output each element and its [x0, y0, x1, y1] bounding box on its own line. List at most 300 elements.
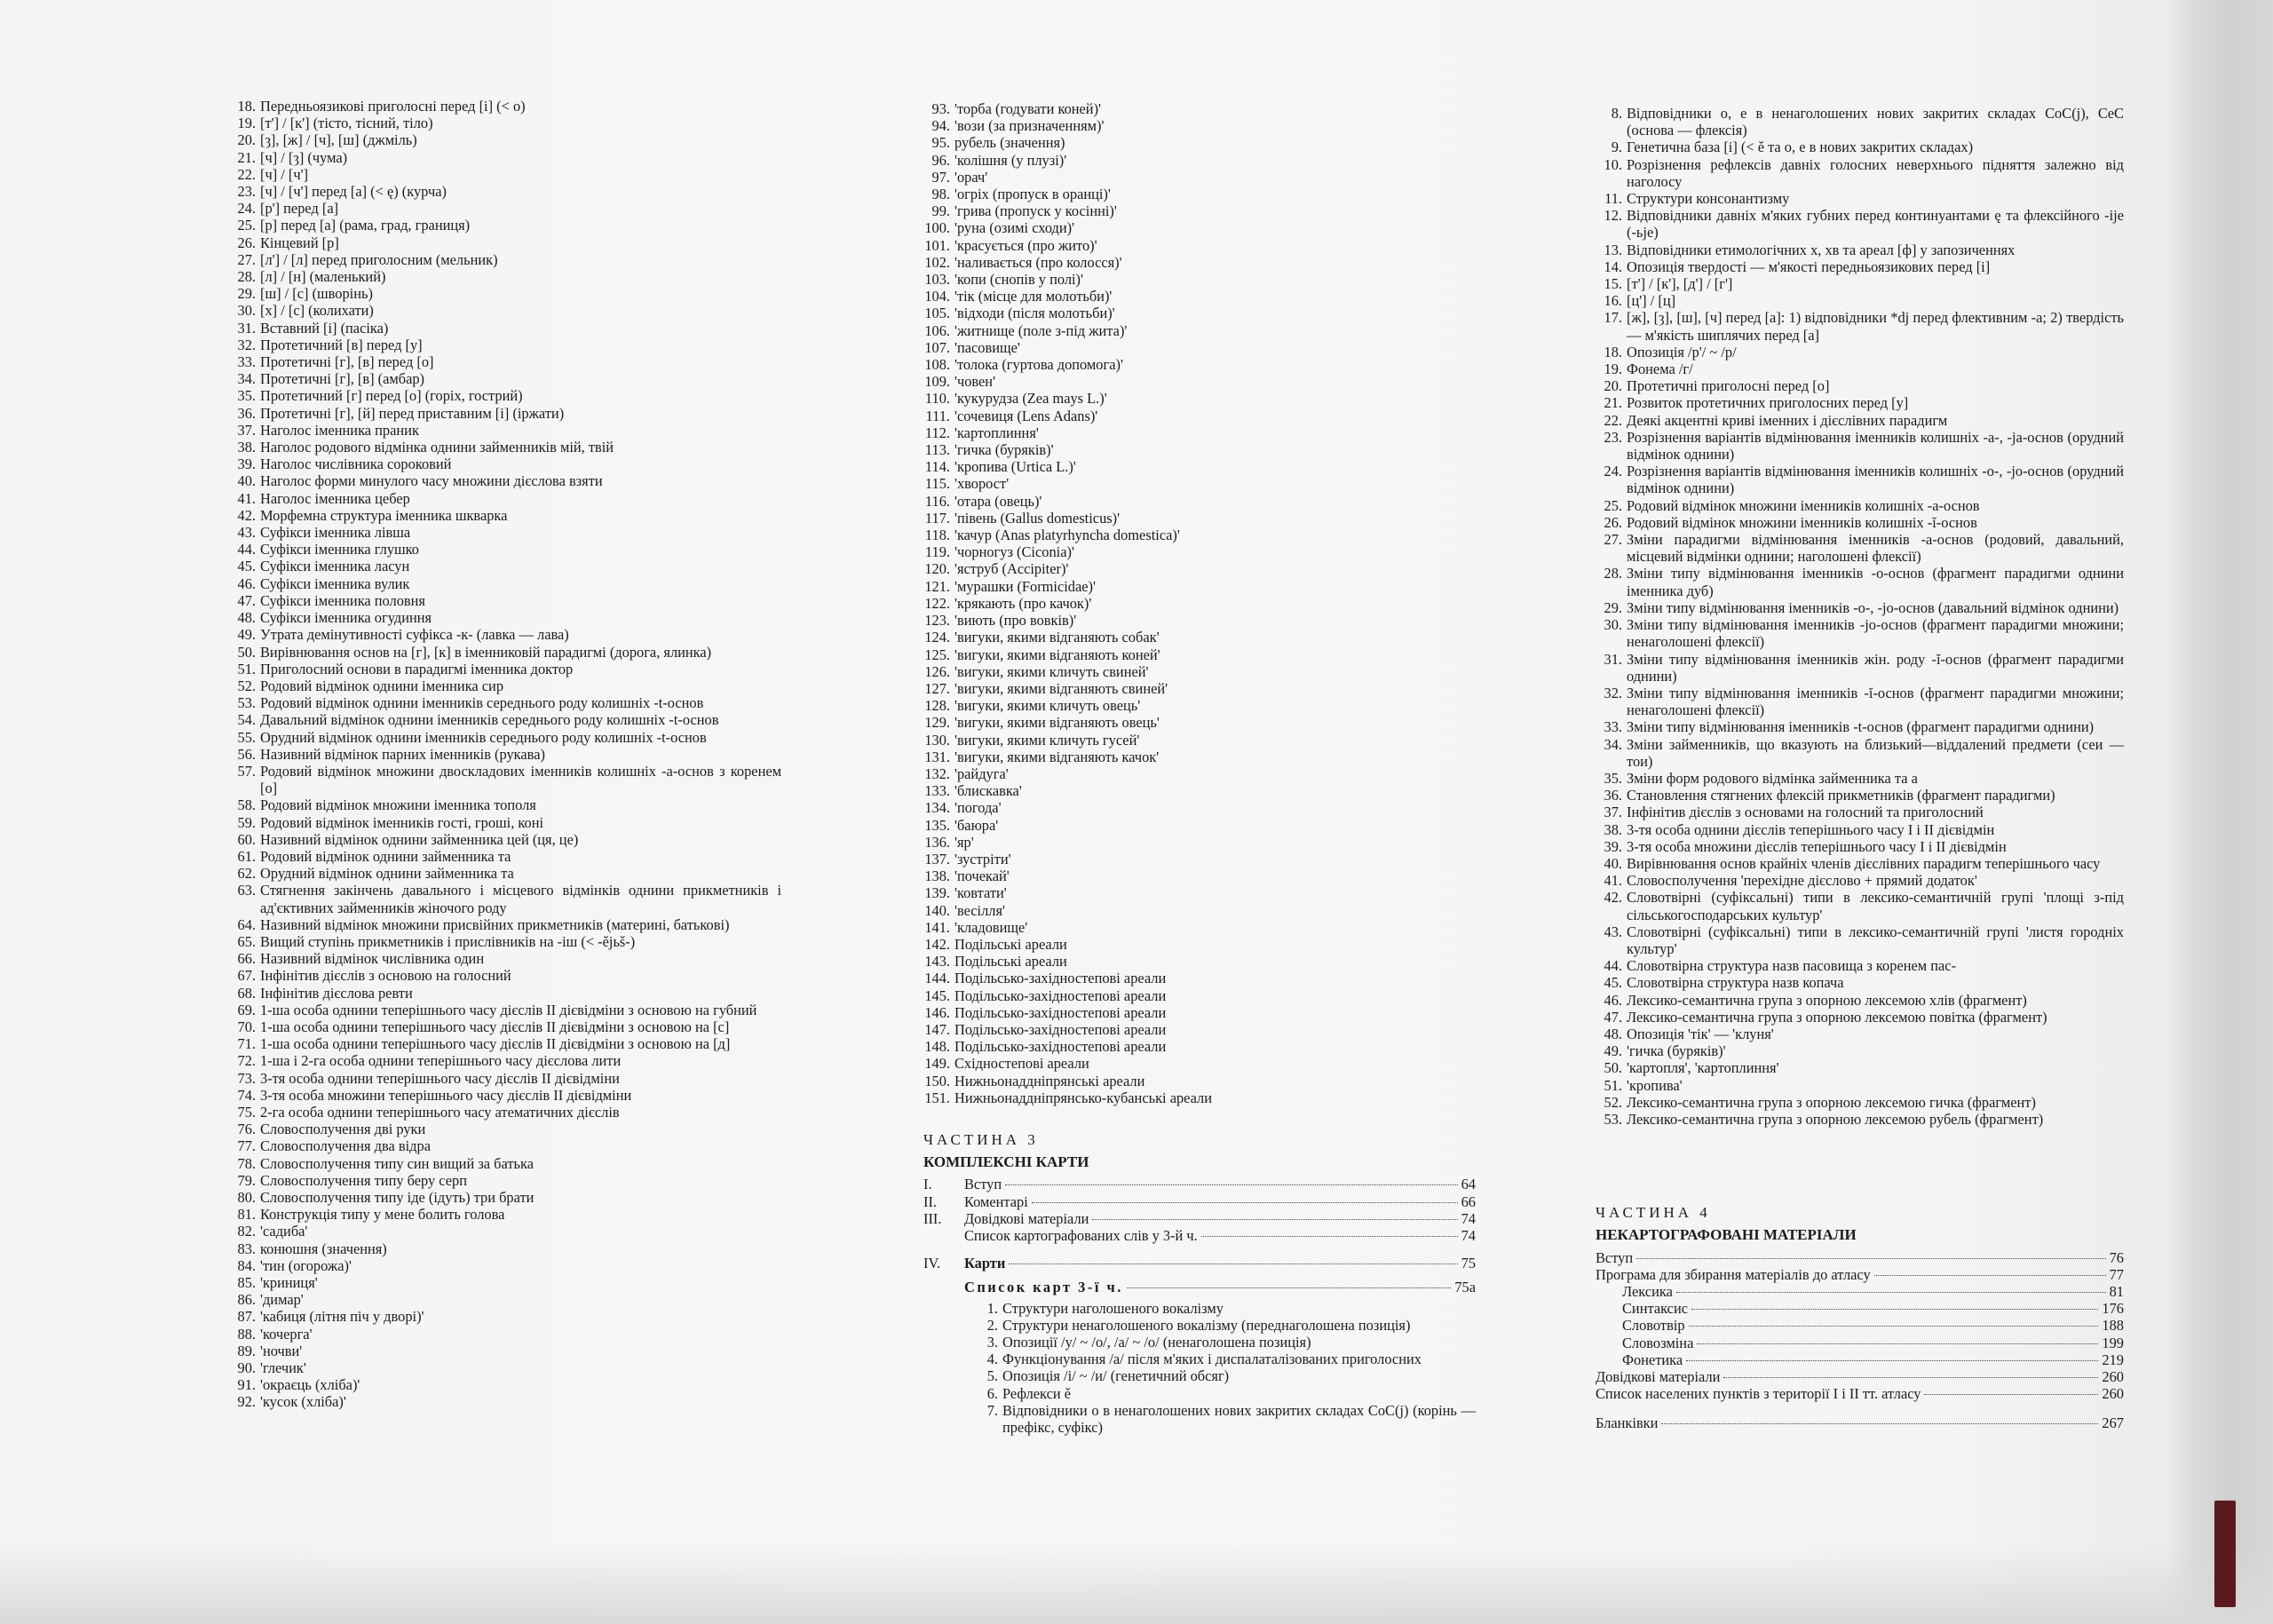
toc-row[interactable] [1622, 1351, 2124, 1368]
list-item [229, 916, 781, 933]
list-item [923, 493, 1476, 510]
item-text: Називний відмінок числівника один [260, 950, 485, 968]
toc-leader [1636, 1258, 2105, 1259]
list-item [923, 732, 1476, 749]
list-item [1596, 923, 2124, 957]
item-number: 121. [924, 577, 950, 595]
list-item [229, 405, 781, 422]
list-item [923, 408, 1476, 424]
list-item [923, 1004, 1476, 1021]
item-number: 34. [1604, 735, 1622, 753]
item-number: 18. [1604, 343, 1622, 360]
list-item [229, 814, 781, 831]
item-text: Родовий відмінок множини іменників колишніх -а-основ [1627, 496, 1980, 514]
item-text: Суфікси іменника ласун [260, 558, 410, 575]
item-text: Словосполучення 'перехідне дієслово + прямий додаток' [1627, 872, 1977, 890]
item-text: 1-ша особа однини теперішнього часу дієслів II дієвідміни з основою на [д] [260, 1035, 731, 1053]
item-text: Вирівнювання основ на [г], [к] в іменниковій парадигмі (дорога, ялинка) [260, 643, 712, 661]
item-text: Родовий відмінок однини іменника сир [260, 677, 504, 694]
column-left [229, 98, 781, 1411]
toc-page: 77 [2109, 1265, 2124, 1283]
item-text: 'чорногуз (Ciconia)' [954, 543, 1074, 561]
item-number: 39. [237, 456, 256, 473]
item-number: 29. [1604, 598, 1622, 616]
list-item [1596, 651, 2124, 685]
item-number: 92. [237, 1393, 256, 1411]
toc-page: 66 [1461, 1192, 1476, 1210]
list-item [923, 749, 1476, 765]
list-item [971, 1334, 1476, 1351]
list-item [229, 149, 781, 166]
item-number: 115. [924, 475, 950, 493]
list-item [923, 578, 1476, 595]
item-number: 25. [237, 217, 256, 234]
item-number: 118. [924, 527, 950, 544]
list-item [229, 234, 781, 251]
item-number: 31. [1604, 650, 1622, 668]
item-number: 132. [924, 764, 950, 782]
toc-row[interactable] [1596, 1385, 2124, 1402]
item-number: 122. [924, 594, 950, 612]
list-item [229, 575, 781, 592]
item-text: 'торба (годувати коней)' [954, 100, 1101, 117]
item-text: Становлення стягнених флексій прикметників (фрагмент парадигми) [1627, 787, 2055, 804]
item-text: 'хворост' [954, 475, 1010, 493]
list-item [1596, 429, 2124, 463]
toc-leader [1127, 1287, 1452, 1288]
item-number: 38. [237, 439, 256, 456]
item-text: 'отара (овець)' [954, 492, 1042, 510]
item-text: 'садиба' [260, 1223, 308, 1240]
item-text: Розрізнення рефлексів давніх голосних неверхнього підняття залежно від наголосу [1627, 155, 2124, 190]
item-text: 'кропива' [1627, 1076, 1683, 1094]
item-number: 98. [931, 186, 950, 203]
item-text: Родовий відмінок множини двоскладових іменників колишніх -а-основ з коренем [о] [260, 762, 781, 797]
list-item [229, 524, 781, 541]
item-text: 'мурашки (Formicidae)' [954, 577, 1096, 595]
item-number: 144. [924, 970, 950, 987]
list-item [923, 543, 1476, 560]
list-item [229, 644, 781, 661]
item-text: Протетичний [в] перед [у] [260, 336, 423, 353]
item-number: 47. [237, 591, 256, 609]
item-number: 35. [1604, 769, 1622, 787]
list-item [923, 527, 1476, 543]
list-item [1596, 1077, 2124, 1094]
item-text: Інфінітив дієслова ревти [260, 984, 413, 1002]
item-number: 67. [237, 967, 256, 985]
item-number: 3. [986, 1334, 998, 1351]
item-number: 19. [1604, 360, 1622, 378]
item-number: 30. [237, 302, 256, 320]
item-number: 142. [924, 935, 950, 953]
list-item [923, 219, 1476, 236]
list-item [923, 237, 1476, 254]
list-item [229, 950, 781, 967]
item-text: Протетичні [г], [й] перед приставним [і] (іржати) [260, 404, 565, 422]
list-item [229, 472, 781, 489]
list-item [1596, 821, 2124, 838]
item-number: 20. [1604, 377, 1622, 395]
list-item [971, 1367, 1476, 1384]
list-item [229, 1376, 781, 1393]
list-item [923, 851, 1476, 867]
item-number: 133. [924, 782, 950, 800]
list-item [1596, 770, 2124, 787]
item-number: 112. [924, 424, 950, 441]
item-number: 54. [237, 711, 256, 729]
item-text: Рефлекси ě [1002, 1384, 1072, 1402]
item-number: 43. [237, 524, 256, 542]
list-item [229, 661, 781, 677]
item-number: 120. [924, 560, 950, 578]
list-item [923, 987, 1476, 1004]
item-text: [ц'] / [ц] [1627, 292, 1676, 310]
item-number: 36. [1604, 787, 1622, 804]
item-number: 53. [237, 694, 256, 712]
list-item [1596, 1042, 2124, 1059]
toc-leader [1691, 1309, 2098, 1310]
toc-page: 260 [2102, 1368, 2124, 1386]
item-number: 96. [931, 151, 950, 169]
item-text: Зміни парадигми відмінювання іменників -а-основ (родовий, давальний, місцевий відмінки однини; наголошені флексії) [1627, 531, 2124, 566]
item-text: 'крякають (про качок)' [954, 594, 1092, 612]
list-item [1596, 855, 2124, 872]
item-text: Наголос родового відмінка однини займенників мій, твій [260, 439, 614, 456]
item-number: 124. [924, 629, 950, 646]
item-number: 26. [1604, 513, 1622, 531]
item-number: 49. [237, 626, 256, 644]
list-item [923, 288, 1476, 305]
list-item [923, 1073, 1476, 1089]
item-text: Інфінітив дієслів з основами на голосний та приголосний [1627, 804, 1984, 821]
list-item [923, 629, 1476, 646]
list-item [923, 424, 1476, 441]
toc-label: Список картографованих слів у 3-й ч. [964, 1227, 1198, 1244]
list-item [971, 1402, 1476, 1436]
item-text: Опозиція /і/ ~ /и/ (генетичний обсяг) [1002, 1367, 1230, 1385]
item-text: Структури наголошеного вокалізму [1002, 1299, 1224, 1317]
list-item [923, 663, 1476, 680]
toc-label: Вступ [964, 1176, 1002, 1193]
item-number: 93. [931, 100, 950, 117]
item-text: 'гичка (буряків)' [954, 441, 1054, 459]
item-text: Утрата демінутивності суфікса -к- (лавка — лава) [260, 626, 569, 644]
list-item [923, 373, 1476, 390]
item-number: 27. [1604, 531, 1622, 549]
item-number: 78. [237, 1154, 256, 1172]
list-item [229, 831, 781, 848]
list-item [923, 254, 1476, 271]
list-item [1596, 616, 2124, 650]
item-text: [л'] / [л] перед приголосним (мельник) [260, 250, 498, 268]
list-item [1596, 685, 2124, 718]
item-number: 80. [237, 1189, 256, 1206]
list-item [1596, 497, 2124, 514]
toc-label: Програма для збирання матеріалів до атласу [1596, 1265, 1871, 1283]
toc-row[interactable] [1596, 1249, 2124, 1266]
item-text: 'відходи (після молотьби)' [954, 305, 1115, 322]
toc-page: 267 [2102, 1414, 2124, 1432]
item-text: Зміни типу відмінювання іменників -ĭ-основ (фрагмент парадигми множини; ненаголошені флексії) [1627, 684, 2124, 719]
list-item [923, 1038, 1476, 1055]
toc-label: Карти [964, 1255, 1006, 1272]
list-item [1596, 1026, 2124, 1042]
list-item [923, 1021, 1476, 1038]
list-item [229, 1172, 781, 1189]
item-text: Зміни типу відмінювання іменників -о-основ (фрагмент парадигми однини іменника дуб) [1627, 565, 2124, 599]
item-number: 43. [1604, 923, 1622, 940]
list-item [229, 353, 781, 370]
item-text: Лексико-семантична група з опорною лексемою гичка (фрагмент) [1627, 1093, 2036, 1111]
list-item [923, 902, 1476, 919]
item-text: Подільсько-західностепові ареали [954, 970, 1167, 987]
item-number: 59. [237, 813, 256, 831]
toc-leader [1723, 1377, 2098, 1378]
list-item [923, 595, 1476, 612]
item-number: 94. [931, 117, 950, 135]
item-number: 145. [924, 986, 950, 1004]
item-text: 'вигуки, якими кличуть овець' [954, 697, 1141, 715]
item-text: Подільсько-західностепові ареали [954, 1020, 1167, 1038]
item-number: 12. [1604, 207, 1622, 225]
list-item [229, 609, 781, 626]
toc-label: Список населених пунктів з території I і II тт. атласу [1596, 1385, 1921, 1403]
item-number: 28. [237, 268, 256, 286]
item-text: Розвиток протетичних приголосних перед [у] [1627, 394, 1909, 412]
list-item [971, 1385, 1476, 1402]
item-text: Зміни форм родового відмінка займенника та а [1627, 769, 1918, 787]
item-number: 38. [1604, 820, 1622, 838]
toc-leader [1924, 1394, 2098, 1395]
list-item [229, 387, 781, 404]
part3-heading: КОМПЛЕКСНІ КАРТИ [923, 1153, 1089, 1171]
list-item [229, 251, 781, 268]
item-number: 88. [237, 1325, 256, 1343]
item-text: Давальний відмінок однини іменників середнього роду колишніх -t-основ [260, 711, 719, 729]
item-number: 77. [237, 1137, 256, 1155]
toc-leader [1032, 1202, 1458, 1203]
list-item [1596, 599, 2124, 616]
item-number: 23. [1604, 428, 1622, 446]
list-item [229, 933, 781, 950]
item-number: 97. [931, 168, 950, 186]
list-item [923, 390, 1476, 407]
list-item [229, 1274, 781, 1291]
toc-row[interactable] [923, 1227, 1476, 1244]
item-number: 53. [1604, 1110, 1622, 1128]
item-text: 3-тя особа однини теперішнього часу дієслів II дієвідміни [260, 1069, 620, 1087]
toc-page: 74 [1461, 1209, 1476, 1227]
list-item [229, 166, 781, 183]
item-number: 40. [237, 472, 256, 490]
item-text: 'сочевиця (Lens Adans)' [954, 407, 1098, 424]
column-right [1596, 105, 2124, 1432]
list-item [229, 370, 781, 387]
toc-page: 76 [2109, 1248, 2124, 1266]
item-number: 119. [924, 543, 950, 561]
list-item [1596, 974, 2124, 991]
toc-row-maps[interactable] [923, 1255, 1476, 1271]
toc-num: III. [923, 1209, 942, 1227]
item-number: 150. [924, 1072, 950, 1089]
list-item [923, 1089, 1476, 1106]
toc-leader [1686, 1360, 2098, 1361]
item-text: Опозиція /р'/ ~ /р/ [1627, 343, 1737, 360]
list-item [1596, 736, 2124, 770]
toc-row[interactable] [1596, 1368, 2124, 1385]
item-text: 'вигуки, якими відганяють овець' [954, 714, 1160, 732]
item-number: 23. [237, 183, 256, 201]
item-text: Наголос іменника праник [260, 421, 419, 439]
toc-page: 75 [1461, 1255, 1476, 1272]
item-number: 50. [1604, 1059, 1622, 1077]
item-text: Називний відмінок парних іменників (рукава) [260, 745, 545, 763]
list-item [229, 967, 781, 984]
item-text: Називний відмінок однини займенника цей (ця, це) [260, 830, 579, 848]
item-number: 45. [237, 558, 256, 575]
item-number: 70. [237, 1018, 256, 1035]
item-number: 26. [237, 234, 256, 251]
item-number: 71. [237, 1035, 256, 1053]
item-number: 22. [237, 165, 256, 183]
list-item [923, 714, 1476, 731]
toc-row[interactable] [1622, 1317, 2124, 1334]
toc-page: 64 [1461, 1176, 1476, 1193]
item-number: 52. [237, 677, 256, 694]
item-text: конюшня (значення) [260, 1240, 387, 1257]
item-text: Родовий відмінок множини іменників колишніх -ĭ-основ [1627, 513, 1977, 531]
list-item [229, 507, 781, 524]
item-text: 'вигуки, якими кличуть гусей' [954, 731, 1140, 749]
item-number: 28. [1604, 565, 1622, 582]
item-number: 99. [931, 202, 950, 220]
toc-row[interactable] [1622, 1335, 2124, 1351]
item-text: Суфікси іменника вулик [260, 574, 410, 592]
item-text: Наголос форми минулого часу множини дієслова взяти [260, 472, 603, 490]
item-text: Розрізнення варіантів відмінювання іменників колишніх -о-, -jо-основ (орудний відмінок однини) [1627, 463, 2124, 497]
item-number: 87. [237, 1308, 256, 1326]
list-item [971, 1300, 1476, 1317]
list-item [229, 439, 781, 456]
item-text: Називний відмінок множини присвійних прикметників (материні, батькові) [260, 915, 730, 933]
part3-map-list [971, 1300, 1476, 1437]
list-item [229, 1070, 781, 1087]
toc-row[interactable] [923, 1210, 1476, 1227]
item-text: Словотвірні (суфіксальні) типи в лексико-семантичній групі 'листя городніх культур' [1627, 923, 2124, 957]
item-number: 5. [986, 1367, 998, 1385]
item-number: 103. [924, 271, 950, 289]
item-number: 65. [237, 932, 256, 950]
item-text: 'толока (гуртова допомога)' [954, 356, 1123, 374]
toc-row-map-list[interactable] [964, 1279, 1476, 1295]
item-text: Інфінітив дієслів з основою на голосний [260, 967, 511, 985]
item-number: 81. [237, 1206, 256, 1224]
list-item [229, 115, 781, 131]
item-number: 76. [237, 1121, 256, 1138]
list-item [971, 1317, 1476, 1334]
item-text: Генетична база [і] (< ě та о, е в нових закритих складах) [1627, 139, 1974, 156]
item-text: Зміни типу відмінювання іменників -о-, -jо-основ (давальний відмінок однини) [1627, 598, 2119, 616]
toc-row[interactable] [1622, 1283, 2124, 1300]
toc-row[interactable] [923, 1193, 1476, 1210]
toc-leader [1697, 1343, 2098, 1344]
item-number: 29. [237, 285, 256, 303]
toc-page: 74 [1461, 1227, 1476, 1244]
item-text: [р'] перед [а] [260, 200, 339, 218]
item-number: 72. [237, 1052, 256, 1070]
item-text: 'грива (пропуск у косінні)' [954, 202, 1117, 220]
list-item [923, 134, 1476, 151]
item-number: 66. [237, 950, 256, 968]
toc-row[interactable] [923, 1176, 1476, 1192]
item-number: 60. [237, 830, 256, 848]
list-item [229, 541, 781, 558]
item-text: [ȝ], [ж] / [ч], [ш] (джміль) [260, 131, 417, 149]
toc-row[interactable] [1596, 1266, 2124, 1283]
item-text: 'руна (озимі сходи)' [954, 219, 1075, 237]
list-item [229, 848, 781, 865]
toc-row[interactable] [1622, 1300, 2124, 1317]
toc-label: Вступ [1596, 1248, 1634, 1266]
list-item [229, 1052, 781, 1069]
item-number: 143. [924, 953, 950, 970]
item-text: Словосполучення типу іде (ідуть) три брати [260, 1189, 535, 1206]
item-number: 35. [237, 387, 256, 405]
toc-page: 219 [2102, 1351, 2124, 1368]
item-text: Приголосний основи в парадигмі іменника доктор [260, 660, 574, 677]
item-number: 39. [1604, 837, 1622, 855]
list-item [923, 884, 1476, 901]
item-number: 82. [237, 1223, 256, 1240]
list-item [229, 1137, 781, 1154]
item-text: 'вигуки, якими відганяють качок' [954, 748, 1160, 765]
item-text: [л] / [н] (маленький) [260, 268, 386, 286]
item-text: Фонема /г/ [1627, 360, 1693, 378]
item-text: 'кочерга' [260, 1325, 313, 1343]
list-item [923, 680, 1476, 697]
item-number: 44. [237, 541, 256, 558]
list-item [923, 834, 1476, 851]
item-number: 107. [924, 338, 950, 356]
part3-toc [923, 1176, 1476, 1244]
item-number: 127. [924, 679, 950, 697]
item-number: 13. [1604, 241, 1622, 258]
list-item [1596, 156, 2124, 190]
item-number: 2. [986, 1316, 998, 1334]
item-text: 'яструб (Accipiter)' [954, 560, 1069, 578]
item-text: Структури ненаголошеного вокалізму (переднаголошена позиція) [1002, 1316, 1411, 1334]
list-item [229, 422, 781, 439]
item-text: Відповідники етимологічних х, хв та ареал [ф] у запозиченнях [1627, 241, 2016, 258]
item-text: Суфікси іменника половня [260, 591, 425, 609]
toc-page: 81 [2109, 1283, 2124, 1300]
item-number: 137. [924, 850, 950, 867]
toc-row-blanks[interactable] [1596, 1414, 2124, 1431]
list-item [923, 475, 1476, 492]
item-number: 46. [237, 574, 256, 592]
item-number: 16. [1604, 292, 1622, 310]
item-text: 'півень (Gallus domesticus)' [954, 509, 1121, 527]
item-text: 'огріх (пропуск в оранці)' [954, 186, 1111, 203]
list-item [1596, 718, 2124, 735]
item-text: Подільсько-західностепові ареали [954, 1003, 1167, 1021]
item-number: 27. [237, 250, 256, 268]
list-item [971, 1351, 1476, 1367]
item-number: 61. [237, 847, 256, 865]
item-text: Суфікси іменника лівша [260, 524, 411, 542]
item-text: Розрізнення варіантів відмінювання іменників колишніх -а-, -jа-основ (орудний відмінок однини) [1627, 428, 2124, 463]
